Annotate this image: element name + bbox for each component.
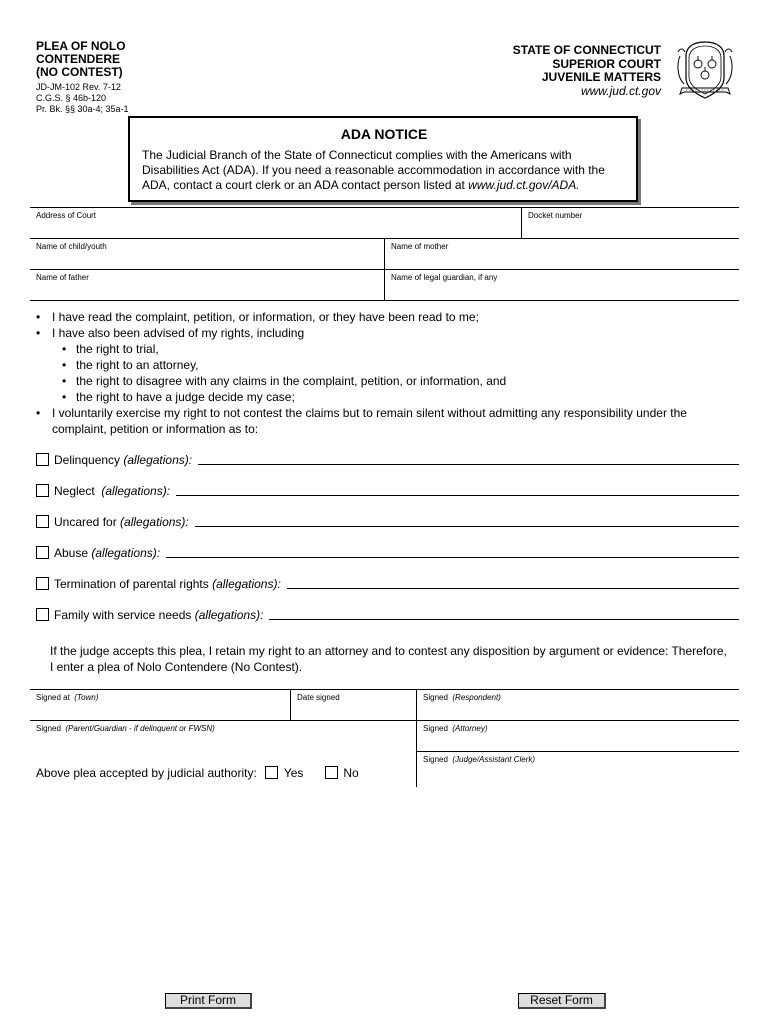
statement-advised: I have also been advised of my rights, including bbox=[52, 326, 305, 340]
bullet-icon: • bbox=[36, 406, 41, 420]
uncared-for-row bbox=[36, 511, 739, 529]
father-name-label: Name of father bbox=[36, 273, 89, 282]
statute-reference: C.G.S. § 46b-120 bbox=[36, 93, 107, 103]
signed-text: Signed bbox=[423, 724, 448, 733]
parent-signature-field[interactable] bbox=[30, 721, 416, 752]
accepted-yes-checkbox[interactable] bbox=[265, 766, 278, 779]
judge-signature-field[interactable] bbox=[416, 752, 739, 787]
statement-read: I have read the complaint, petition, or information, or they have been read to me; bbox=[52, 310, 479, 324]
termination-label: Termination of parental rights bbox=[54, 577, 209, 591]
reset-form-button[interactable]: Reset Form bbox=[518, 993, 606, 1009]
uncared-for-checkbox[interactable] bbox=[36, 515, 49, 528]
accepted-no-label: No bbox=[343, 766, 359, 780]
mother-name-label: Name of mother bbox=[391, 242, 449, 251]
guardian-name-label: Name of legal guardian, if any bbox=[391, 273, 498, 282]
signed-text: Signed bbox=[423, 693, 448, 702]
ada-text bbox=[142, 148, 626, 193]
judge-hint: (Judge/Assistant Clerk) bbox=[452, 755, 536, 764]
neglect-row bbox=[36, 480, 739, 498]
signed-at-label bbox=[30, 690, 290, 702]
address-of-court-label: Address of Court bbox=[36, 211, 97, 220]
fwsn-row bbox=[36, 604, 739, 622]
termination-allegations-input[interactable] bbox=[287, 588, 739, 589]
fwsn-label: Family with service needs bbox=[54, 608, 192, 622]
father-name-field[interactable] bbox=[30, 270, 384, 300]
judge-signature-label bbox=[417, 752, 739, 764]
neglect-allegations-input[interactable] bbox=[176, 495, 739, 496]
respondent-hint: (Respondent) bbox=[452, 693, 501, 702]
abuse-checkbox[interactable] bbox=[36, 546, 49, 559]
attorney-hint: (Attorney) bbox=[452, 724, 488, 733]
right-item: the right to have a judge decide my case; bbox=[76, 390, 295, 404]
bullet-icon: • bbox=[36, 310, 41, 324]
termination-row bbox=[36, 573, 739, 591]
allegations-hint: (allegations): bbox=[123, 453, 193, 467]
allegations-hint: (allegations): bbox=[91, 546, 161, 560]
acceptance-row bbox=[36, 766, 359, 780]
party-info-grid bbox=[30, 207, 739, 301]
signed-text: Signed bbox=[36, 724, 61, 733]
practice-book-reference: Pr. Bk. §§ 30a-4; 35a-1 bbox=[36, 104, 129, 114]
mother-name-field[interactable] bbox=[384, 239, 739, 269]
allegations-hint: (allegations): bbox=[120, 515, 189, 529]
court-division: JUVENILE MATTERS bbox=[541, 70, 661, 84]
parent-hint: (Parent/Guardian - if delinquent or FWSN) bbox=[65, 724, 215, 733]
ada-link[interactable]: www.jud.ct.gov/ADA. bbox=[468, 178, 580, 192]
abuse-allegations-input[interactable] bbox=[166, 557, 739, 558]
allegations-hint: (allegations): bbox=[212, 577, 281, 591]
plea-paragraph: If the judge accepts this plea, I retain my right to an attorney and to contest any disposition by argument or evidence: Therefore, I enter a plea of Nolo Contendere (No Contest). bbox=[50, 644, 727, 674]
attorney-signature-field[interactable] bbox=[416, 721, 739, 752]
child-name-label: Name of child/youth bbox=[36, 242, 107, 251]
ada-notice bbox=[128, 116, 638, 202]
fwsn-allegations-input[interactable] bbox=[269, 619, 739, 620]
court-heading bbox=[513, 44, 661, 98]
bullet-icon: • bbox=[62, 342, 67, 356]
fwsn-checkbox[interactable] bbox=[36, 608, 49, 621]
date-signed-field[interactable] bbox=[290, 690, 416, 721]
delinquency-row bbox=[36, 449, 739, 467]
respondent-signature-field[interactable] bbox=[416, 690, 739, 721]
guardian-name-field[interactable] bbox=[384, 270, 739, 300]
signed-at-text: Signed at bbox=[36, 693, 70, 702]
right-item: the right to trial, bbox=[76, 342, 159, 356]
ada-body: The Judicial Branch of the State of Connecticut complies with the Americans with Disabilities Act (ADA). If you need a reasonable accommodation in accordance with the ADA, contact a court clerk or an ADA contact person listed at bbox=[142, 148, 605, 192]
allegations-hint: (allegations): bbox=[194, 608, 264, 622]
respondent-signature-label bbox=[417, 690, 739, 702]
court-name: SUPERIOR COURT bbox=[552, 56, 661, 71]
state-seal-icon bbox=[674, 38, 736, 102]
abuse-label: Abuse bbox=[54, 546, 89, 560]
date-signed-label: Date signed bbox=[297, 693, 340, 702]
docket-number-label: Docket number bbox=[528, 211, 583, 220]
attorney-signature-label bbox=[417, 721, 739, 733]
termination-checkbox[interactable] bbox=[36, 577, 49, 590]
print-form-button[interactable]: Print Form bbox=[165, 993, 252, 1009]
uncared-for-label: Uncared for bbox=[54, 515, 117, 529]
signed-at-hint: (Town) bbox=[74, 693, 99, 702]
form-title: PLEA OF NOLO CONTENDERE (NO CONTEST) bbox=[36, 39, 126, 79]
delinquency-label: Delinquency bbox=[54, 453, 121, 467]
plea-statements bbox=[36, 309, 736, 437]
neglect-checkbox[interactable] bbox=[36, 484, 49, 497]
court-website: www.jud.ct.gov bbox=[580, 83, 661, 98]
signed-at-field[interactable] bbox=[30, 690, 290, 721]
allegations-hint: (allegations): bbox=[101, 484, 171, 498]
signed-text: Signed bbox=[423, 755, 448, 764]
neglect-label: Neglect bbox=[54, 484, 95, 498]
acceptance-label: Above plea accepted by judicial authority: bbox=[36, 766, 257, 780]
bullet-icon: • bbox=[62, 374, 67, 388]
bullet-icon: • bbox=[36, 326, 41, 340]
abuse-row bbox=[36, 542, 739, 560]
delinquency-allegations-input[interactable] bbox=[198, 464, 739, 465]
bullet-icon: • bbox=[62, 358, 67, 372]
child-name-field[interactable] bbox=[30, 239, 384, 269]
docket-number-field[interactable] bbox=[521, 208, 739, 238]
uncared-for-allegations-input[interactable] bbox=[195, 526, 739, 527]
address-of-court-field[interactable] bbox=[30, 208, 521, 238]
accepted-no-checkbox[interactable] bbox=[325, 766, 338, 779]
accepted-yes-label: Yes bbox=[283, 766, 304, 780]
form-meta bbox=[36, 82, 129, 115]
delinquency-checkbox[interactable] bbox=[36, 453, 49, 466]
parent-signature-label bbox=[30, 721, 416, 733]
statement-exercise: I voluntarily exercise my right to not contest the claims but to remain silent without admitting any responsibility under the complaint, petition or information as to: bbox=[52, 406, 687, 436]
bullet-icon: • bbox=[62, 390, 67, 404]
right-item: the right to disagree with any claims in the complaint, petition, or information, and bbox=[76, 374, 507, 388]
right-item: the right to an attorney, bbox=[76, 358, 199, 372]
ada-title: ADA NOTICE bbox=[340, 126, 428, 142]
form-number: JD-JM-102 Rev. 7-12 bbox=[36, 82, 121, 92]
court-state: STATE OF CONNECTICUT bbox=[512, 43, 661, 57]
